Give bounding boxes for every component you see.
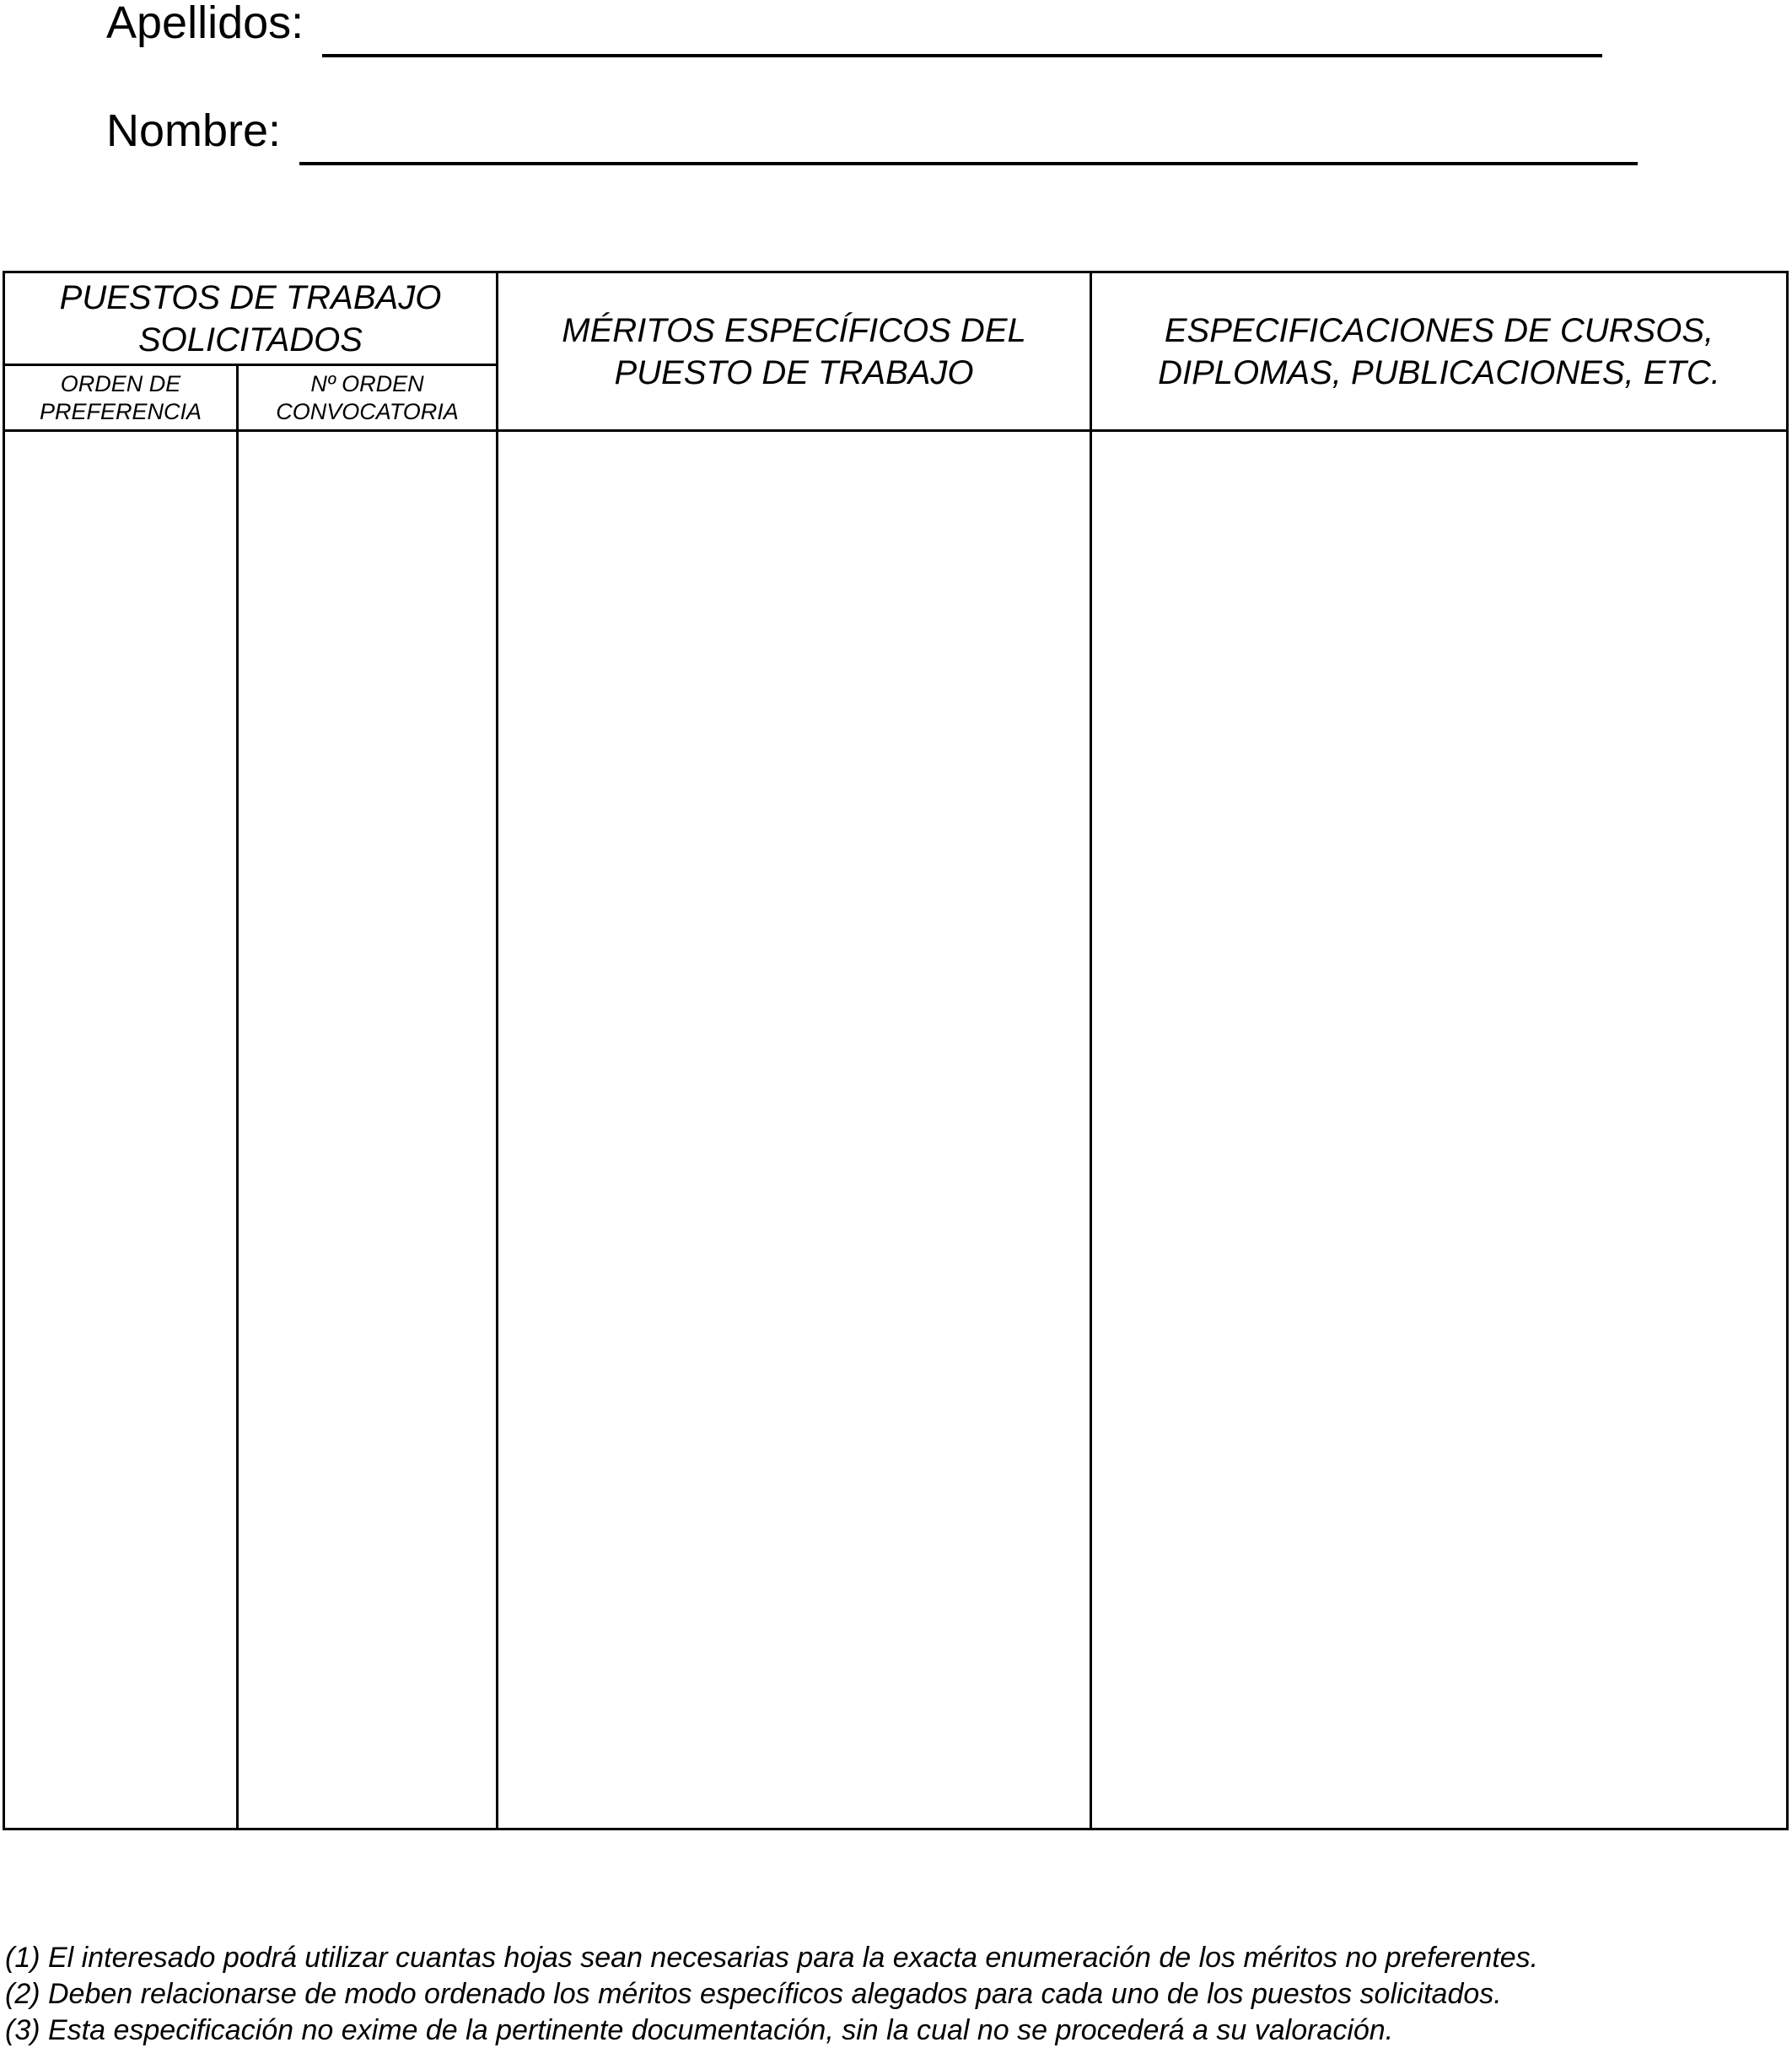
cell-meritos[interactable] bbox=[498, 432, 1090, 1828]
apellidos-field bbox=[106, 0, 1602, 46]
nombre-field bbox=[106, 105, 1638, 156]
footnote-1: (1) El interesado podrá utilizar cuantas hojas sean necesarias para la exacta enumeración de los méritos no preferentes. bbox=[5, 1942, 1539, 1974]
nombre-label: Nombre: bbox=[106, 105, 282, 156]
footnotes bbox=[5, 1940, 1538, 2049]
header-especificaciones: ESPECIFICACIONES DE CURSOS, DIPLOMAS, PUBLICACIONES, ETC. bbox=[1158, 311, 1720, 391]
footnote-3: (3) Esta especificación no exime de la pertinente documentación, sin la cual no se procederá a su valoración. bbox=[5, 2014, 1394, 2046]
meritos-table bbox=[3, 271, 1789, 1830]
header-meritos-especificos: MÉRITOS ESPECÍFICOS DEL PUESTO DE TRABAJO bbox=[562, 311, 1026, 391]
footnote-2: (2) Deben relacionarse de modo ordenado los méritos específicos alegados para cada uno de los puestos solicitados. bbox=[5, 1978, 1502, 2010]
apellidos-label: Apellidos: bbox=[106, 0, 304, 48]
nombre-input-line[interactable] bbox=[299, 162, 1638, 165]
cell-orden-preferencia[interactable] bbox=[5, 432, 236, 1828]
header-puestos-solicitados: PUESTOS DE TRABAJO SOLICITADOS bbox=[59, 278, 442, 358]
cell-especificaciones[interactable] bbox=[1092, 432, 1786, 1828]
apellidos-input-line[interactable] bbox=[322, 54, 1602, 57]
cell-orden-convocatoria[interactable] bbox=[239, 432, 496, 1828]
header-orden-preferencia: ORDEN DE PREFERENCIA bbox=[39, 370, 202, 424]
header-orden-convocatoria: Nº ORDEN CONVOCATORIA bbox=[276, 370, 459, 424]
